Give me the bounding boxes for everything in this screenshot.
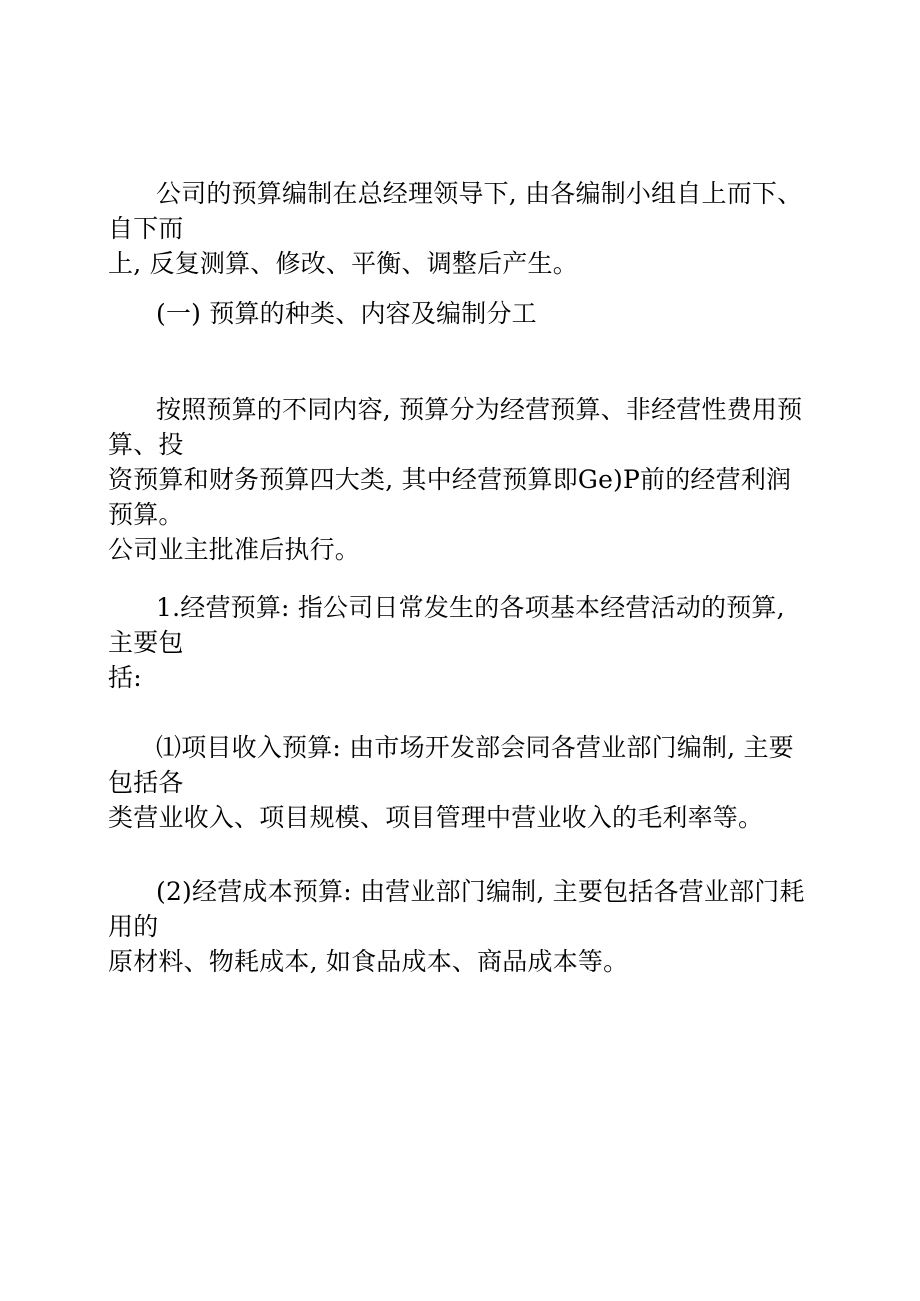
paragraph-line: 公司的预算编制在总经理领导下, 由各编制小组自上而下、自下而 xyxy=(108,179,803,243)
section-heading-budget-types xyxy=(108,296,808,331)
paragraph-budget-compilation xyxy=(108,176,808,281)
paragraph-line: 公司业主批准后执行。 xyxy=(108,535,361,564)
paragraph-line: 资预算和财务预算四大类, 其中经营预算即Ge)P前的经营利润预算。 xyxy=(108,465,792,529)
paragraph-line: 括: xyxy=(108,663,142,692)
paragraph-project-revenue-budget xyxy=(108,730,808,835)
paragraph-operating-budget xyxy=(108,590,808,695)
paragraph-operating-cost-budget xyxy=(108,874,808,979)
paragraph-budget-categories xyxy=(108,392,808,567)
paragraph-line: 1.经营预算: 指公司日常发生的各项基本经营活动的预算, 主要包 xyxy=(108,593,785,657)
paragraph-line: 原材料、物耗成本, 如食品成本、商品成本等。 xyxy=(108,947,629,976)
paragraph-line: (2)经营成本预算: 由营业部门编制, 主要包括各营业部门耗用的 xyxy=(108,877,805,941)
paragraph-line: ⑴项目收入预算: 由市场开发部会同各营业部门编制, 主要包括各 xyxy=(108,733,794,797)
heading-line: (一) 预算的种类、内容及编制分工 xyxy=(156,299,537,328)
paragraph-line: 上, 反复测算、修改、平衡、调整后产生。 xyxy=(108,249,578,278)
paragraph-line: 类营业收入、项目规模、项目管理中营业收入的毛利率等。 xyxy=(108,803,764,832)
paragraph-line: 按照预算的不同内容, 预算分为经营预算、非经营性费用预算、投 xyxy=(108,395,803,459)
